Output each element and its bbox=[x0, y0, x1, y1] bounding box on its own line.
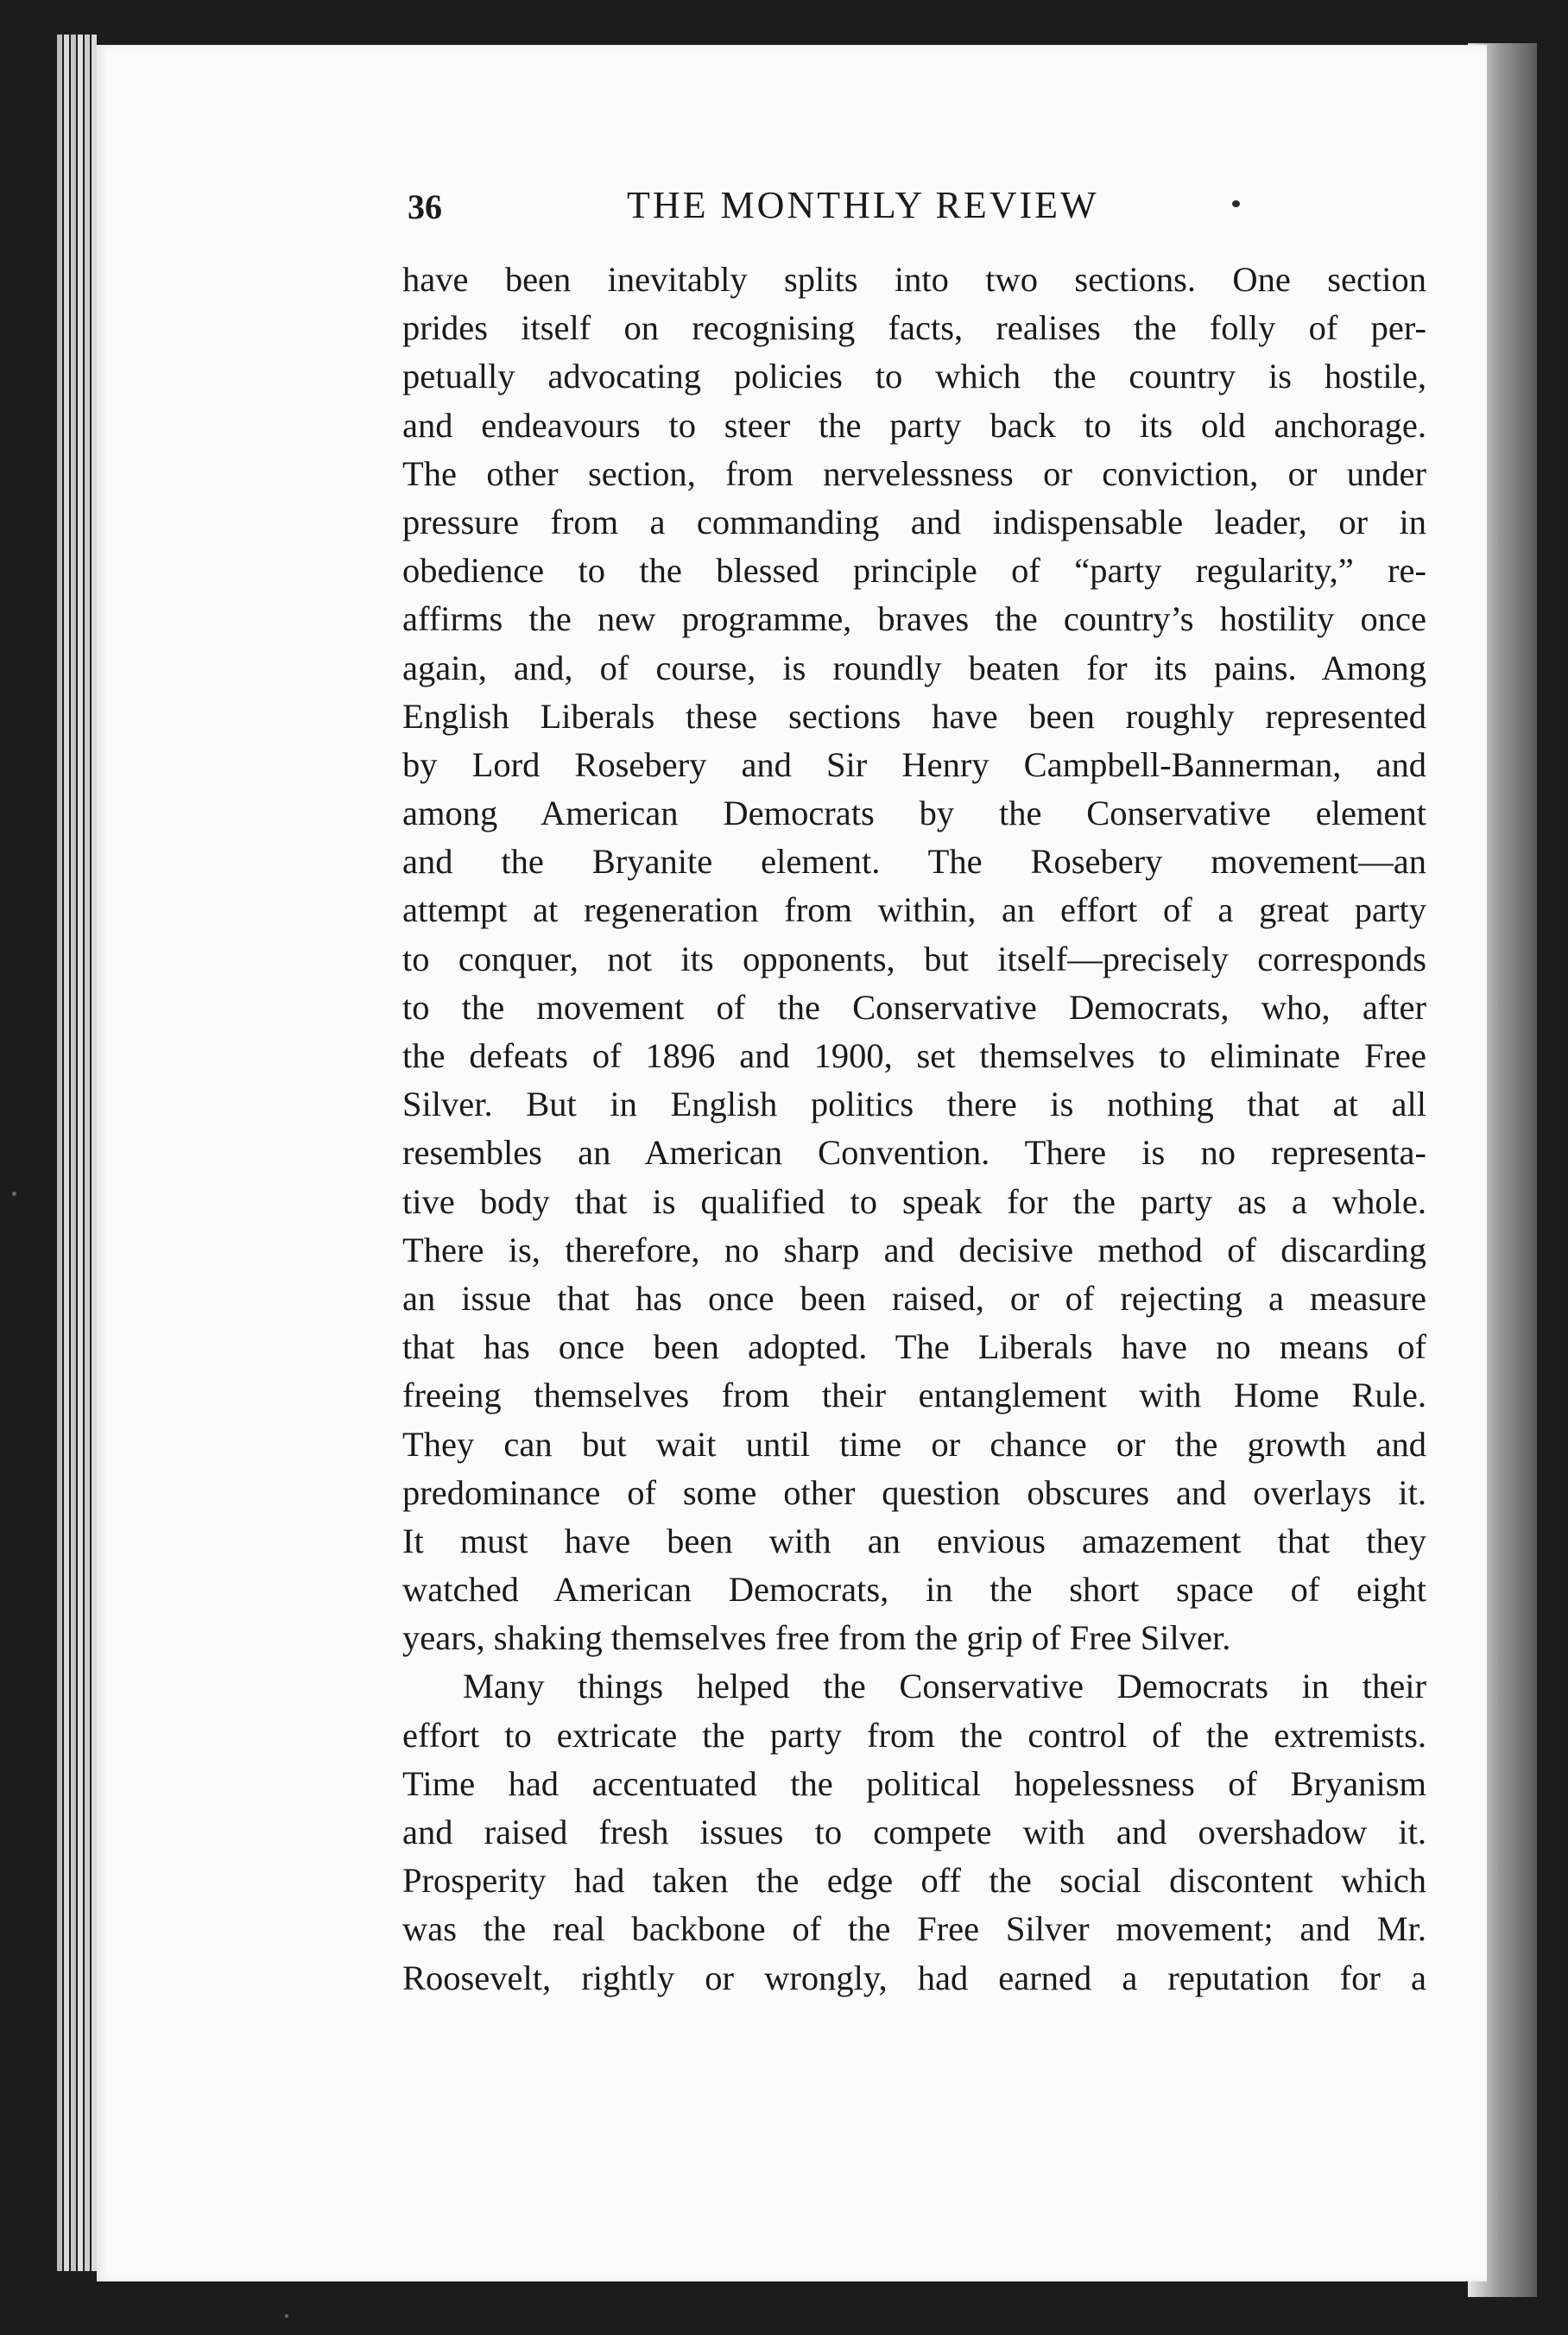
text-line: by Lord Rosebery and Sir Henry Campbell-Bannerman, and bbox=[402, 744, 1426, 784]
text-line: petually advocating policies to which the country is hostile, bbox=[402, 357, 1426, 396]
text-line: and endeavours to steer the party back to its old anchorage. bbox=[402, 405, 1426, 445]
text-line: attempt at regeneration from within, an effort of a great party bbox=[402, 890, 1426, 930]
text-line: watched American Democrats, in the short space of eight bbox=[402, 1570, 1426, 1610]
text-line: Many things helped the Conservative Democrats in their bbox=[463, 1667, 1426, 1706]
text-line: an issue that has once been raised, or of rejecting a measure bbox=[402, 1278, 1426, 1318]
text-line: and the Bryanite element. The Rosebery movement—an bbox=[402, 842, 1426, 882]
text-line: It must have been with an envious amazement that they bbox=[402, 1521, 1426, 1560]
dust-speck bbox=[12, 1192, 16, 1196]
text-line: prides itself on recognising facts, realises the folly of per- bbox=[402, 308, 1426, 348]
text-line: and raised fresh issues to compete with and overshadow it. bbox=[402, 1813, 1426, 1851]
text-line: obedience to the blessed principle of “party regularity,” re- bbox=[402, 551, 1426, 591]
dust-speck bbox=[285, 2314, 288, 2318]
paragraph-1 bbox=[402, 256, 1426, 1662]
text-line: tive body that is qualified to speak for the party as a whole. bbox=[402, 1181, 1426, 1221]
text-line: was the real backbone of the Free Silver movement; and Mr. bbox=[402, 1909, 1426, 1949]
page-header bbox=[408, 183, 1207, 235]
text-line: English Liberals these sections have been roughly represented bbox=[402, 696, 1426, 736]
text-line: Prosperity had taken the edge off the social discontent which bbox=[402, 1861, 1426, 1901]
text-line: among American Democrats by the Conservative element bbox=[402, 794, 1426, 833]
text-line: again, and, of course, is roundly beaten for its pains. Among bbox=[402, 648, 1426, 687]
text-line: predominance of some other question obscures and overlays it. bbox=[402, 1472, 1426, 1512]
text-line: freeing themselves from their entanglement with Home Rule. bbox=[402, 1376, 1426, 1415]
page-edge bbox=[64, 35, 69, 2271]
text-line: There is, therefore, no sharp and decisive method of discarding bbox=[402, 1230, 1426, 1269]
text-line: effort to extricate the party from the control of the extremists. bbox=[402, 1715, 1426, 1755]
text-line: pressure from a commanding and indispensable leader, or in bbox=[402, 502, 1426, 541]
text-line: to conquer, not its opponents, but itself—precisely corresponds bbox=[402, 939, 1426, 978]
text-line: The other section, from nervelessness or conviction, or under bbox=[402, 453, 1426, 493]
text-line: that has once been adopted. The Liberals have no means of bbox=[402, 1327, 1426, 1367]
text-line: have been inevitably splits into two sections. One section bbox=[402, 260, 1426, 299]
text-line: the defeats of 1896 and 1900, set themselves to eliminate Free bbox=[402, 1036, 1426, 1075]
text-line: to the movement of the Conservative Democrats, who, after bbox=[402, 987, 1426, 1027]
text-line: Roosevelt, rightly or wrongly, had earned a reputation for a bbox=[402, 1958, 1426, 1997]
page-edge bbox=[78, 35, 83, 2271]
text-line: years, shaking themselves free from the grip of Free Silver. bbox=[402, 1618, 1231, 1658]
page-number: 36 bbox=[408, 187, 442, 226]
text-line: resembles an American Convention. There is no representa- bbox=[402, 1133, 1426, 1173]
page-edge bbox=[85, 35, 90, 2271]
ink-speck bbox=[1232, 200, 1240, 207]
page-edge bbox=[57, 35, 62, 2271]
text-line: affirms the new programme, braves the country’s hostility once bbox=[402, 599, 1426, 639]
page-edge bbox=[71, 35, 76, 2271]
text-line: Time had accentuated the political hopelessness of Bryanism bbox=[402, 1763, 1426, 1803]
text-line: Silver. But in English politics there is nothing that at all bbox=[402, 1085, 1426, 1124]
body-text bbox=[402, 256, 1426, 2003]
text-line: They can but wait until time or chance or the growth and bbox=[402, 1424, 1426, 1464]
running-title: THE MONTHLY REVIEW bbox=[627, 184, 1099, 226]
paragraph-2 bbox=[402, 1662, 1426, 2002]
